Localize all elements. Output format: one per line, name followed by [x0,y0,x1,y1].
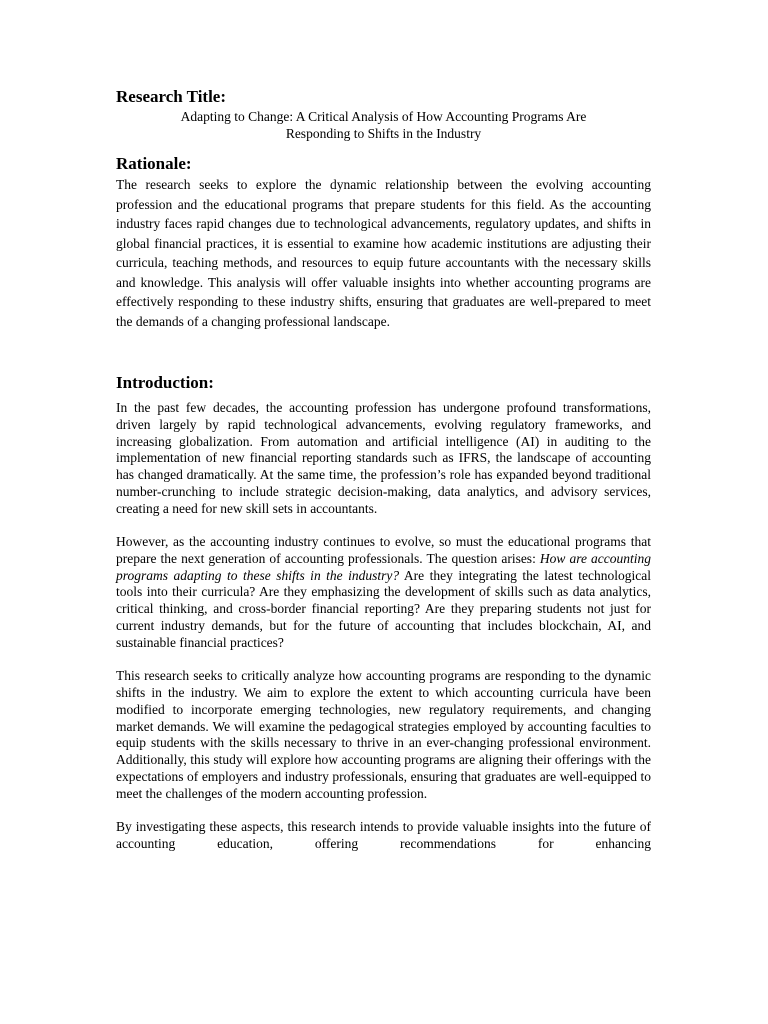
research-title-line-1: Adapting to Change: A Critical Analysis of How Accounting Programs Are [180,109,587,124]
research-title-line-2: Responding to Shifts in the Industry [285,126,482,141]
research-title-heading: Research Title: [116,87,227,106]
rationale-heading: Rationale: [116,154,192,173]
introduction-heading: Introduction: [116,373,214,392]
introduction-paragraph-3: This research seeks to critically analyze how accounting programs are responding to the dynamic shifts in the industry. We aim to explore the extent to which accounting curricula have been modified to incorporate emerging technologies, new regulatory requirements, and changing market demands. We will examine the pedagogical strategies employed by accounting faculties to equip students with the skills necessary to thrive in an ever-changing professional environment. Additionally, this study will explore how accounting programs are aligning their offerings with the expectations of employers and industry professionals, ensuring that graduates are well-equipped to meet the challenges of the modern accounting profession. [116,668,651,801]
document-page [116,86,651,869]
rationale-paragraph: The research seeks to explore the dynamic relationship between the evolving accounting profession and the educational programs that prepare students for this field. As the accounting industry faces rapid changes due to technological advancements, regulatory updates, and shifts in global financial practices, it is essential to examine how academic institutions are adjusting their curricula, teaching methods, and resources to equip future accountants with the necessary skills and knowledge. This analysis will offer valuable insights into whether accounting programs are effectively responding to these industry shifts, ensuring that graduates are well-prepared to meet the demands of a changing professional landscape. [116,177,651,329]
paragraph-2-text-end: Are they integrating the latest technological tools into their curricula? Are they emphasizing the development of skills such as data analytics, critical thinking, and cross-border financial reporting? Are they preparing students not just for current industry demands, but for the future of accounting that includes blockchain, AI, and sustainable financial practices? [116,567,651,650]
paragraph-2-text-start: However, as the accounting industry continues to evolve, so must the educational programs that prepare the next generation of accounting professionals. The question arises: [116,534,651,566]
introduction-paragraph-2 [116,534,651,652]
research-question-italic: How are accounting programs adapting to these shifts in the industry? [116,550,652,583]
introduction-paragraph-1: In the past few decades, the accounting profession has undergone profound transformations, driven largely by rapid technological advancements, evolving regulatory frameworks, and increasing globalization. From automation and artificial intelligence (AI) in auditing to the implementation of new financial reporting standards such as IFRS, the landscape of accounting has changed dramatically. At the same time, the profession’s role has expanded beyond traditional number-crunching to include strategic decision-making, data analytics, and advisory services, creating a need for new skill sets in accountants. [116,400,651,516]
research-title-text [116,108,651,142]
introduction-paragraph-4: By investigating these aspects, this research intends to provide valuable insights into the future of accounting education, offering recommendations for enhancing [116,819,651,851]
